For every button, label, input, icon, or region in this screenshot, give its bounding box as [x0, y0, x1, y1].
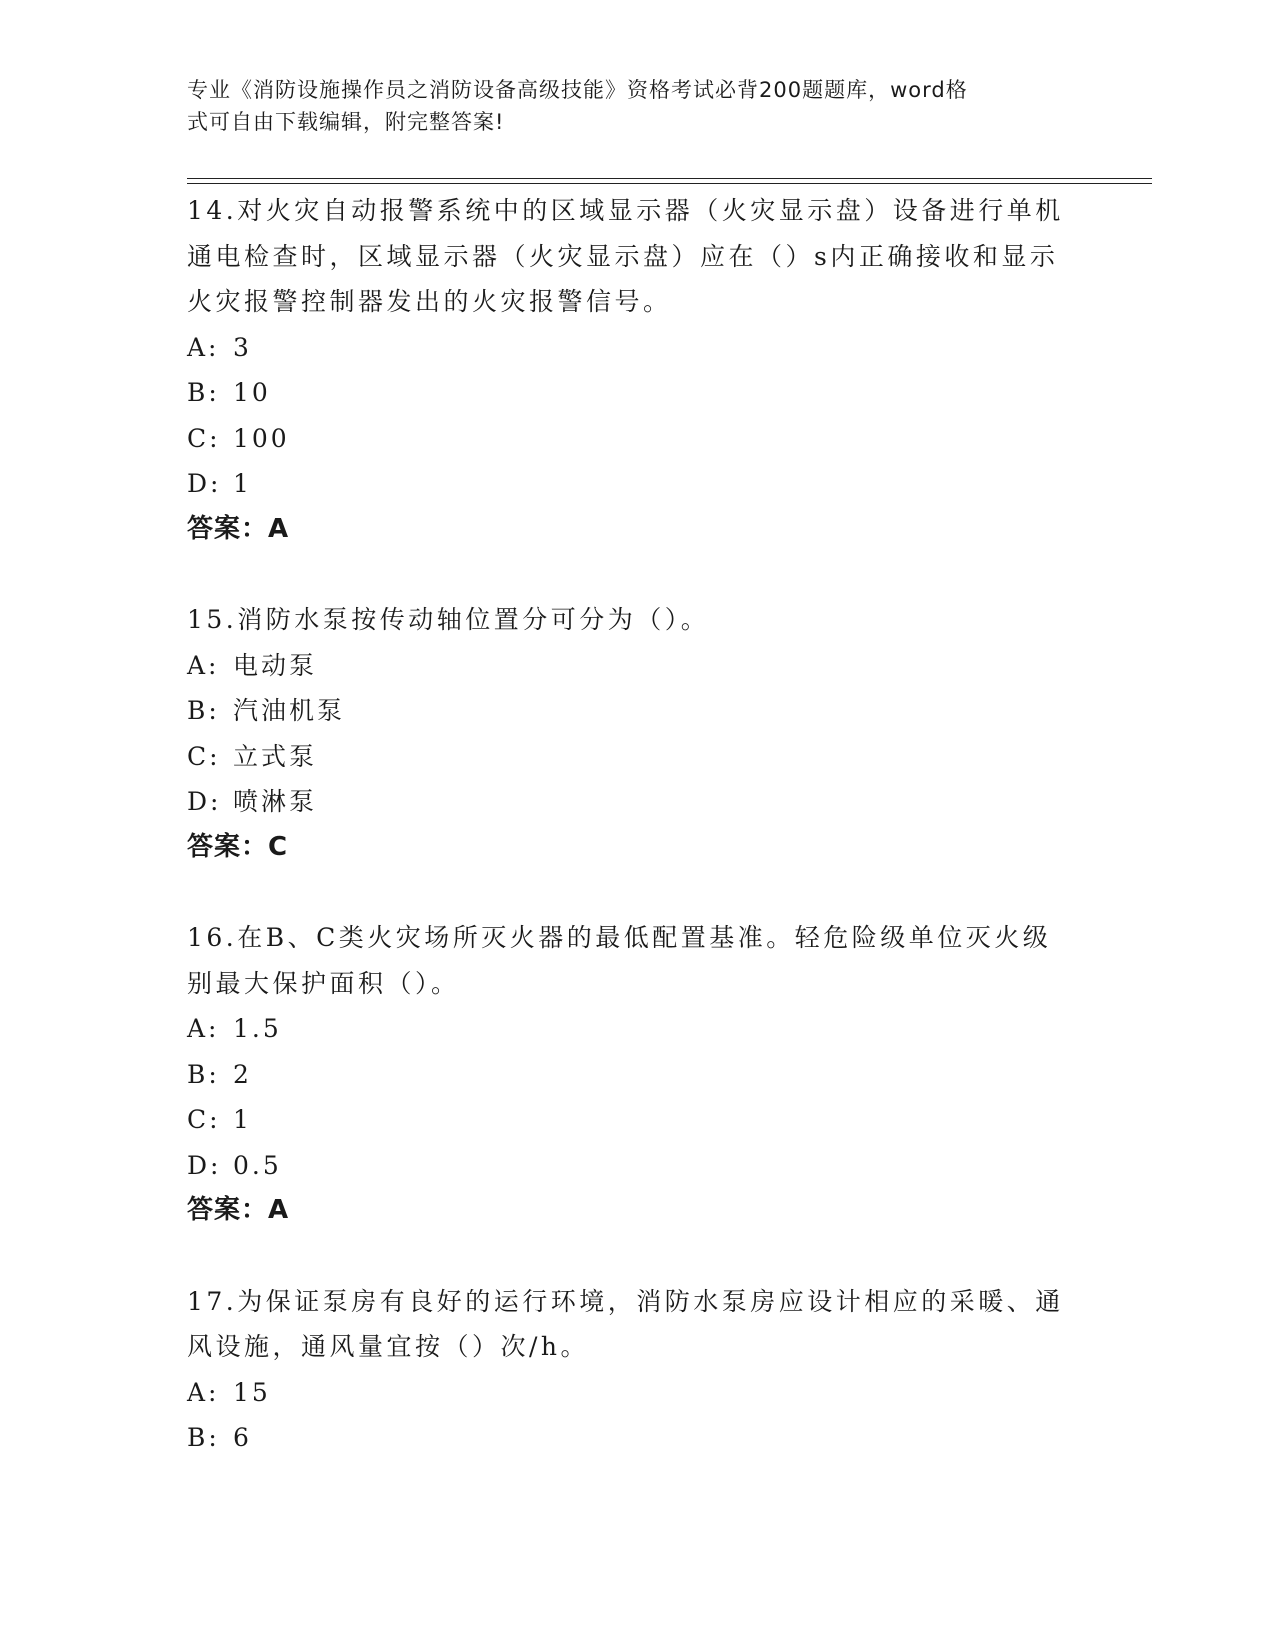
stem-line: 17.为保证泵房有良好的运行环境，消防水泵房应设计相应的采暖、通 [187, 1286, 1064, 1316]
answer: 答案：A [187, 513, 290, 544]
option-a [187, 1006, 1107, 1052]
option-label: A: [187, 1014, 220, 1043]
option-text: 1 [233, 469, 252, 498]
header-line-1: 专业《消防设施操作员之消防设备高级技能》资格考试必背200题题库，word格 [187, 78, 968, 102]
option-c [187, 416, 1107, 462]
header-line-2: 式可自由下载编辑，附完整答案! [187, 110, 505, 134]
spacer [187, 552, 1107, 597]
question-list [187, 188, 1107, 1461]
stem-line: 16.在B、C类火灾场所灭火器的最低配置基准。轻危险级单位灭火级 [187, 923, 1052, 952]
document-header [187, 74, 1067, 138]
option-b [187, 370, 1107, 416]
option-a [187, 325, 1107, 371]
stem-line: 15.消防水泵按传动轴位置分可分为（）。 [187, 605, 710, 634]
header-divider-top [187, 178, 1152, 179]
option-text: 15 [233, 1377, 271, 1407]
option-c [187, 1097, 1107, 1143]
option-text: 2 [233, 1059, 252, 1089]
option-d [187, 779, 1107, 825]
option-a [187, 643, 1107, 689]
option-c [187, 734, 1107, 780]
option-label: B: [187, 1059, 220, 1089]
option-label: C: [187, 423, 221, 453]
option-b [187, 688, 1107, 734]
stem-line: 风设施，通风量宜按（）次/h。 [187, 1332, 590, 1361]
option-text: 0.5 [233, 1150, 282, 1180]
option-label: B: [187, 696, 220, 725]
option-label: D: [187, 787, 222, 816]
option-label: A: [187, 1377, 220, 1407]
question-stem [187, 915, 1087, 1006]
option-text: 6 [233, 1423, 252, 1452]
option-d [187, 1143, 1107, 1189]
option-label: A: [187, 332, 220, 362]
option-label: B: [187, 1423, 220, 1452]
option-text: 立式泵 [233, 741, 318, 771]
option-text: 喷淋泵 [233, 787, 318, 816]
answer: 答案：C [187, 831, 289, 862]
stem-line: 别最大保护面积（）。 [187, 968, 460, 998]
question-stem [187, 188, 1087, 325]
option-text: 1.5 [233, 1014, 282, 1043]
answer: 答案：A [187, 1195, 290, 1225]
question-stem [187, 597, 1087, 643]
header-divider-bottom [187, 183, 1152, 184]
option-text: 1 [233, 1105, 252, 1134]
question-16 [187, 915, 1107, 1234]
option-a [187, 1370, 1107, 1416]
stem-line: 14.对火灾自动报警系统中的区域显示器（火灾显示盘）设备进行单机 [187, 196, 1064, 225]
question-stem [187, 1279, 1087, 1370]
option-label: C: [187, 741, 221, 771]
spacer [187, 870, 1107, 915]
option-b [187, 1415, 1107, 1461]
spacer [187, 1234, 1107, 1279]
option-text: 3 [233, 332, 252, 362]
option-d [187, 461, 1107, 507]
option-label: D: [187, 1150, 222, 1180]
option-label: B: [187, 378, 220, 407]
option-text: 100 [233, 423, 290, 453]
option-label: A: [187, 650, 220, 680]
option-text: 10 [233, 378, 271, 407]
question-15 [187, 597, 1107, 870]
option-text: 电动泵 [233, 650, 318, 680]
option-text: 汽油机泵 [233, 696, 346, 725]
option-b [187, 1052, 1107, 1098]
option-label: C: [187, 1105, 221, 1134]
stem-line: 通电检查时，区域显示器（火灾显示盘）应在（）s内正确接收和显示 [187, 241, 1059, 271]
question-17 [187, 1279, 1107, 1461]
option-label: D: [187, 469, 222, 498]
question-14 [187, 188, 1107, 552]
stem-line: 火灾报警控制器发出的火灾报警信号。 [187, 287, 672, 316]
